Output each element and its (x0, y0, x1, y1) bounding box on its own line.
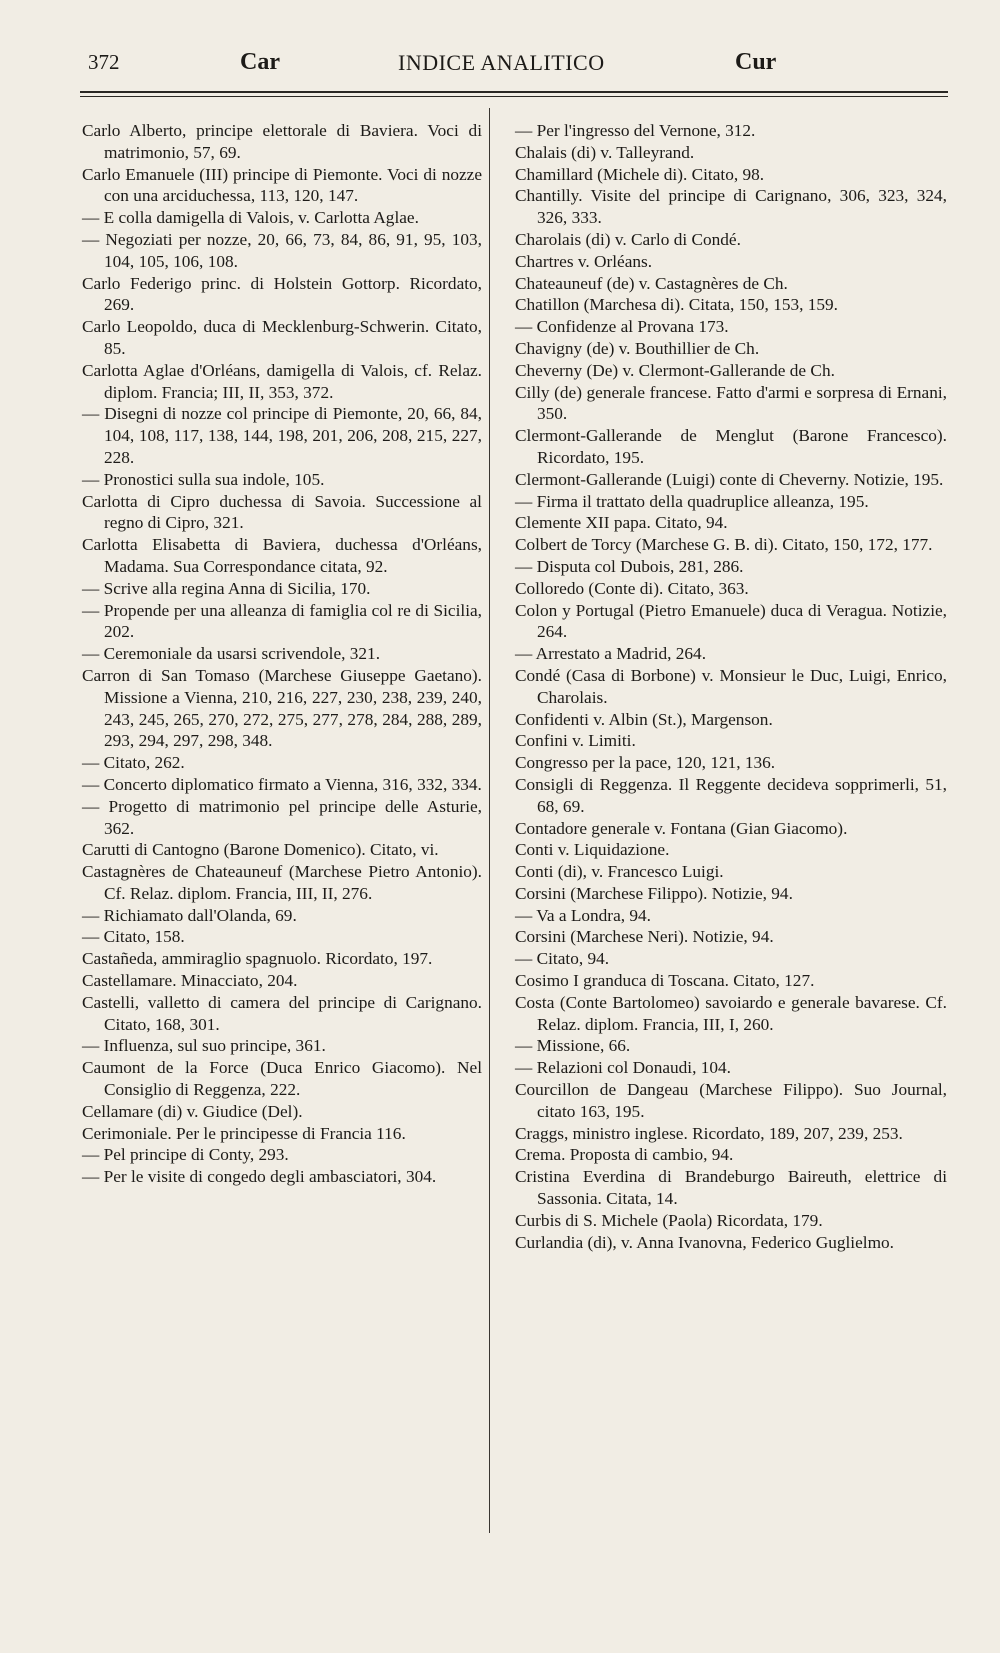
index-entry: Castelli, valletto di camera del principe di Carignano. Citato, 168, 301. (82, 992, 482, 1034)
index-entry: Colbert de Torcy (Marchese G. B. di). Citato, 150, 172, 177. (515, 535, 933, 555)
index-entry: — Ceremoniale da usarsi scrivendole, 321. (82, 644, 381, 664)
index-entry: — E colla damigella di Valois, v. Carlotta Aglae. (82, 208, 419, 228)
index-entry: Castañeda, ammiraglio spagnuolo. Ricordato, 197. (82, 949, 433, 969)
index-entry: — Citato, 262. (82, 753, 185, 773)
index-entry: Carron di San Tomaso (Marchese Giuseppe Gaetano). Missione a Vienna, 210, 216, 227, 230, 238, 239, 240, 243, 245, 265, 270, 272, 275, 277, 278, 284, 288, 289, 293, 294, 297, 298, 348. (82, 665, 482, 751)
index-entry: — Disegni di nozze col principe di Piemonte, 20, 66, 84, 104, 108, 117, 138, 144, 198, 201, 206, 208, 215, 227, 228. (82, 404, 482, 467)
index-entry: Carlo Alberto, principe elettorale di Baviera. Voci di matrimonio, 57, 69. (82, 121, 482, 162)
page-header (80, 44, 948, 86)
index-entry: Cellamare (di) v. Giudice (Del). (82, 1101, 303, 1121)
index-entry: Cilly (de) generale francese. Fatto d'armi e sorpresa di Ernani, 350. (515, 382, 947, 424)
index-entry: Chalais (di) v. Talleyrand. (515, 142, 695, 162)
index-entry: Contadore generale v. Fontana (Gian Giacomo). (515, 818, 848, 838)
index-entry: Cosimo I granduca di Toscana. Citato, 127. (515, 971, 815, 991)
index-entry: Chantilly. Visite del principe di Carignano, 306, 323, 324, 326, 333. (515, 186, 947, 228)
index-entry: Castellamare. Minacciato, 204. (82, 971, 298, 991)
index-entry: — Pel principe di Conty, 293. (82, 1145, 289, 1165)
page-title: INDICE ANALITICO (398, 50, 605, 75)
right-guide-word: Cur (735, 49, 777, 75)
index-entry: — Influenza, sul suo principe, 361. (82, 1036, 326, 1056)
left-column (82, 120, 482, 1188)
index-entry: Colloredo (Conte di). Citato, 363. (515, 578, 749, 598)
index-entry: Caumont de la Force (Duca Enrico Giacomo). Nel Consiglio di Reggenza, 222. (82, 1058, 482, 1100)
index-entry: Condé (Casa di Borbone) v. Monsieur le Duc, Luigi, Enrico, Charolais. (515, 665, 947, 707)
index-entry: Colon y Portugal (Pietro Emanuele) duca di Veragua. Notizie, 264. (515, 600, 947, 642)
index-entry: — Concerto diplomatico firmato a Vienna, 316, 332, 334. (82, 774, 482, 794)
index-entry: — Scrive alla regina Anna di Sicilia, 170. (82, 578, 371, 598)
index-entry: Chateauneuf (de) v. Castagnères de Ch. (515, 273, 788, 293)
index-entry: Corsini (Marchese Filippo). Notizie, 94. (515, 883, 793, 903)
index-entry: — Richiamato dall'Olanda, 69. (82, 905, 297, 925)
index-entry: Carutti di Cantogno (Barone Domenico). Citato, vi. (82, 840, 439, 860)
index-entry: Carlo Federigo princ. di Holstein Gottorp. Ricordato, 269. (82, 273, 482, 315)
index-entry: — Propende per una alleanza di famiglia col re di Sicilia, 202. (82, 600, 482, 642)
index-entry: Conti (di), v. Francesco Luigi. (515, 862, 724, 882)
index-entry: Courcillon de Dangeau (Marchese Filippo). Suo Journal, citato 163, 195. (515, 1080, 947, 1121)
index-entry: Confidenti v. Albin (St.), Margenson. (515, 709, 773, 729)
left-guide-word: Car (240, 49, 280, 75)
index-entry: Chartres v. Orléans. (515, 251, 653, 271)
index-entry: — Progetto di matrimonio pel principe delle Asturie, 362. (82, 796, 482, 838)
header-rule (80, 91, 948, 93)
index-entry: — Relazioni col Donaudi, 104. (515, 1058, 731, 1078)
index-entry: — Arrestato a Madrid, 264. (515, 644, 707, 664)
index-entry: — Missione, 66. (515, 1036, 631, 1056)
index-entry: Conti v. Liquidazione. (515, 840, 670, 860)
index-entry: Congresso per la pace, 120, 121, 136. (515, 753, 776, 773)
index-entry: — Confidenze al Provana 173. (515, 317, 729, 337)
index-entry: Chavigny (de) v. Bouthillier de Ch. (515, 338, 760, 358)
index-entry: Chatillon (Marchesa di). Citata, 150, 153, 159. (515, 295, 839, 315)
index-entry: Charolais (di) v. Carlo di Condé. (515, 229, 741, 249)
index-entry: — Citato, 158. (82, 927, 185, 947)
column-divider (489, 108, 490, 1533)
index-entry: Crema. Proposta di cambio, 94. (515, 1145, 734, 1165)
index-entry: Clermont-Gallerande de Menglut (Barone Francesco). Ricordato, 195. (515, 426, 947, 467)
index-entry: Carlo Leopoldo, duca di Mecklenburg-Schwerin. Citato, 85. (82, 317, 482, 358)
index-entry: Corsini (Marchese Neri). Notizie, 94. (515, 927, 774, 947)
index-entry: Costa (Conte Bartolomeo) savoiardo e generale bavarese. Cf. Relaz. diplom. Francia, III, I, 260. (515, 992, 947, 1034)
index-entry: — Firma il trattato della quadruplice alleanza, 195. (515, 491, 869, 511)
index-entry: — Citato, 94. (515, 949, 610, 969)
index-entry: — Pronostici sulla sua indole, 105. (82, 469, 325, 489)
index-entry: Clermont-Gallerande (Luigi) conte di Cheverny. Notizie, 195. (515, 469, 944, 489)
index-entry: — Va a Londra, 94. (515, 905, 651, 925)
header-rule-thin (80, 96, 948, 97)
index-entry: Consigli di Reggenza. Il Reggente decideva sopprimerli, 51, 68, 69. (515, 774, 947, 816)
index-entry: Cerimoniale. Per le principesse di Francia 116. (82, 1123, 406, 1143)
index-entry: — Disputa col Dubois, 281, 286. (515, 556, 744, 576)
index-entry: Curlandia (di), v. Anna Ivanovna, Federico Guglielmo. (515, 1232, 894, 1252)
right-column (515, 120, 947, 1253)
index-entry: Cristina Everdina di Brandeburgo Baireuth, elettrice di Sassonia. Citata, 14. (515, 1167, 947, 1209)
index-entry: — Per le visite di congedo degli ambasciatori, 304. (82, 1167, 437, 1187)
index-entry: Craggs, ministro inglese. Ricordato, 189, 207, 239, 253. (515, 1123, 903, 1143)
index-entry: Chamillard (Michele di). Citato, 98. (515, 164, 765, 184)
index-entry: Carlotta Aglae d'Orléans, damigella di Valois, cf. Relaz. diplom. Francia; III, II, 353, 372. (82, 360, 482, 402)
page-number: 372 (88, 50, 120, 74)
index-entry: — Negoziati per nozze, 20, 66, 73, 84, 86, 91, 95, 103, 104, 105, 106, 108. (82, 229, 482, 271)
index-entry: Carlotta Elisabetta di Baviera, duchessa d'Orléans, Madama. Sua Correspondance citata, 92. (82, 535, 482, 576)
index-entry: Confini v. Limiti. (515, 731, 636, 751)
index-entry: — Per l'ingresso del Vernone, 312. (515, 121, 756, 140)
index-entry: Clemente XII papa. Citato, 94. (515, 513, 728, 533)
index-entry: Castagnères de Chateauneuf (Marchese Pietro Antonio). Cf. Relaz. diplom. Francia, III, II, 276. (82, 862, 482, 903)
index-entry: Carlotta di Cipro duchessa di Savoia. Successione al regno di Cipro, 321. (82, 491, 482, 533)
index-entry: Cheverny (De) v. Clermont-Gallerande de Ch. (515, 360, 835, 380)
index-entry: Curbis di S. Michele (Paola) Ricordata, 179. (515, 1210, 823, 1230)
index-entry: Carlo Emanuele (III) principe di Piemonte. Voci di nozze con una arciduchessa, 113, 120, 147. (82, 164, 482, 206)
